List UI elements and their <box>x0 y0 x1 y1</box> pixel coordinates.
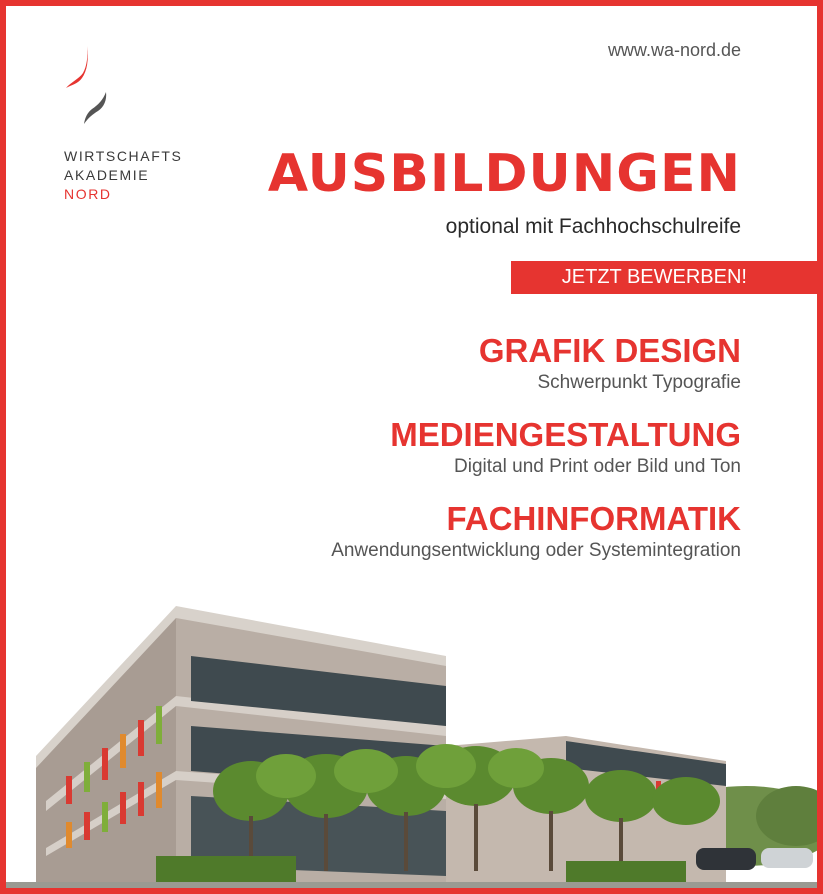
course-description: Anwendungsentwicklung oder Systemintegration <box>331 540 741 561</box>
logo-line-3: NORD <box>64 186 112 202</box>
course-grafik-design <box>479 331 741 395</box>
logo-line-1: WIRTSCHAFTS <box>64 148 183 164</box>
course-description: Digital und Print oder Bild und Ton <box>454 456 741 477</box>
course-fachinformatik <box>331 499 741 563</box>
course-mediengestaltung <box>390 415 741 479</box>
course-description: Schwerpunkt Typografie <box>537 372 741 393</box>
building-photo <box>6 586 817 894</box>
logo-line-2: AKADEMIE <box>64 167 150 183</box>
course-title: GRAFIK DESIGN <box>478 332 741 369</box>
wa-logo-icon <box>60 42 120 130</box>
headline: AUSBILDUNGEN <box>267 144 741 204</box>
website-link[interactable]: www.wa-nord.de <box>607 40 741 60</box>
course-title: MEDIENGESTALTUNG <box>390 416 741 453</box>
apply-now-button[interactable]: JETZT BEWERBEN! <box>511 261 817 294</box>
logo-wordmark <box>64 147 182 204</box>
course-title: FACHINFORMATIK <box>446 500 741 537</box>
subline: optional mit Fachhochschulreife <box>445 215 741 238</box>
